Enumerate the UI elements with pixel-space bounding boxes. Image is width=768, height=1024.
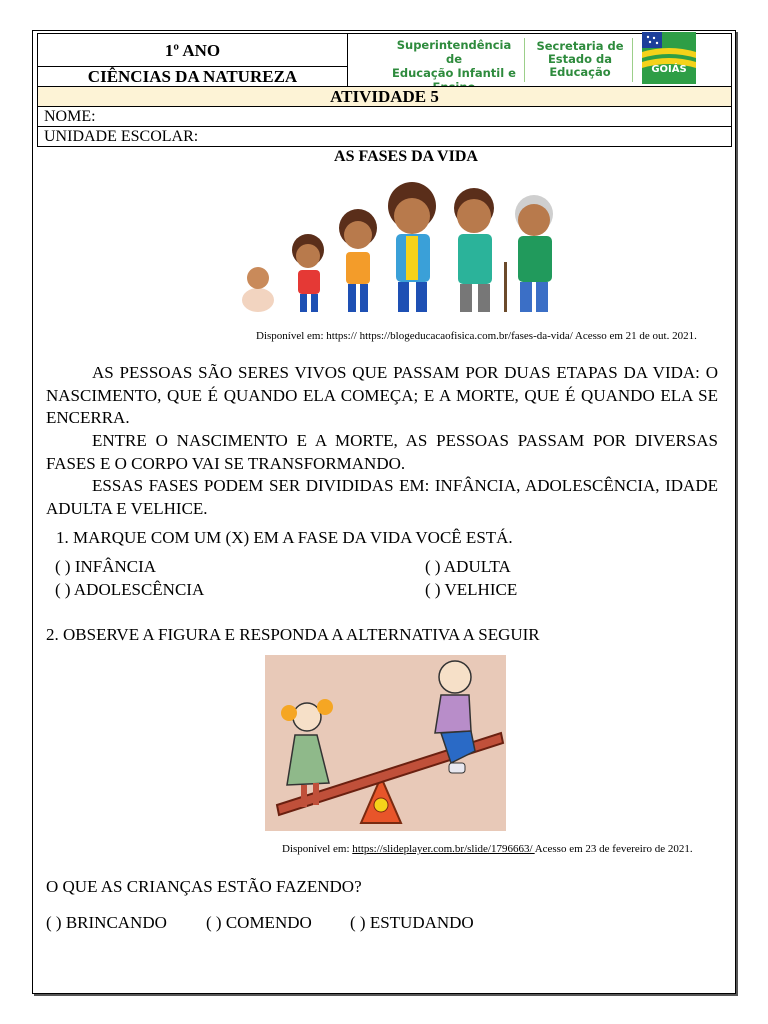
name-field[interactable] — [37, 106, 732, 127]
goias-logo-text: GOIÁS — [651, 64, 687, 75]
image1-credit: Disponível em: https:// https://blogeducacaofisica.com.br/fases-da-vida/ Acesso em 21 de out. 2021. — [256, 330, 697, 342]
activity-cell — [37, 86, 732, 107]
paragraph-3: ESSAS FASES PODEM SER DIVIDIDAS EM: INFÂNCIA, ADOLESCÊNCIA, IDADE ADULTA E VELHICE. — [46, 476, 718, 518]
question-2: 2. OBSERVE A FIGURA E RESPONDA A ALTERNATIVA A SEGUIR — [46, 625, 540, 644]
question-1: 1. MARQUE COM UM (X) EM A FASE DA VIDA VOCÊ ESTÁ. — [56, 528, 513, 547]
subquestion: O QUE AS CRIANÇAS ESTÃO FAZENDO? — [46, 877, 362, 896]
option-adolescencia[interactable]: ( ) ADOLESCÊNCIA — [55, 580, 205, 599]
name-label: NOME: — [44, 108, 96, 125]
goias-flag-logo — [642, 32, 696, 84]
logo-divider-2 — [632, 38, 633, 82]
logo-right-line-1: Secretaria de — [536, 39, 624, 53]
secretaria-logo — [532, 40, 628, 79]
image2-credit — [282, 843, 693, 855]
logo-left-line-2: Educação Infantil e — [392, 66, 516, 80]
subject-cell — [37, 66, 348, 87]
grade-label: 1º ANO — [164, 41, 221, 60]
paragraph-2: ENTRE O NASCIMENTO E A MORTE, AS PESSOAS PASSAM POR DIVERSAS FASES E O CORPO VAI SE TRANSFORMANDO. — [46, 431, 718, 473]
logo-left-line-1: Superintendência de — [396, 38, 512, 66]
image2-credit-link[interactable]: https://slideplayer.com.br/slide/1796663/ — [352, 843, 535, 855]
activity-label: ATIVIDADE 5 — [330, 87, 439, 106]
paragraph-1: AS PESSOAS SÃO SERES VIVOS QUE PASSAM POR DUAS ETAPAS DA VIDA: O NASCIMENTO, QUE É QUANDO ELA COMEÇA; E A MORTE, QUE É QUANDO ELA SE ENCERRA. — [46, 363, 718, 428]
option-velhice[interactable]: ( ) VELHICE — [425, 580, 518, 599]
option-adulta[interactable]: ( ) ADULTA — [425, 557, 511, 576]
option-infancia[interactable]: ( ) INFÂNCIA — [55, 557, 157, 576]
page-title: AS FASES DA VIDA — [334, 148, 478, 165]
logo-divider — [524, 38, 525, 82]
logo-right-line-2: Estado da — [547, 52, 613, 66]
grade-cell — [37, 33, 348, 67]
image2-credit-prefix: Disponível em: — [282, 843, 353, 855]
seesaw-image — [265, 655, 506, 831]
life-phases-image — [236, 178, 566, 316]
image2-credit-suffix: Acesso em 23 de fevereiro de 2021. — [534, 843, 693, 855]
option-comendo[interactable]: ( ) COMENDO — [206, 913, 312, 932]
logo-right-line-3: Educação — [549, 65, 611, 79]
school-label: UNIDADE ESCOLAR: — [44, 128, 199, 145]
school-field[interactable] — [37, 126, 732, 147]
option-estudando[interactable]: ( ) ESTUDANDO — [350, 913, 474, 932]
subject-label: CIÊNCIAS DA NATUREZA — [87, 67, 298, 86]
option-brincando[interactable]: ( ) BRINCANDO — [46, 913, 167, 932]
